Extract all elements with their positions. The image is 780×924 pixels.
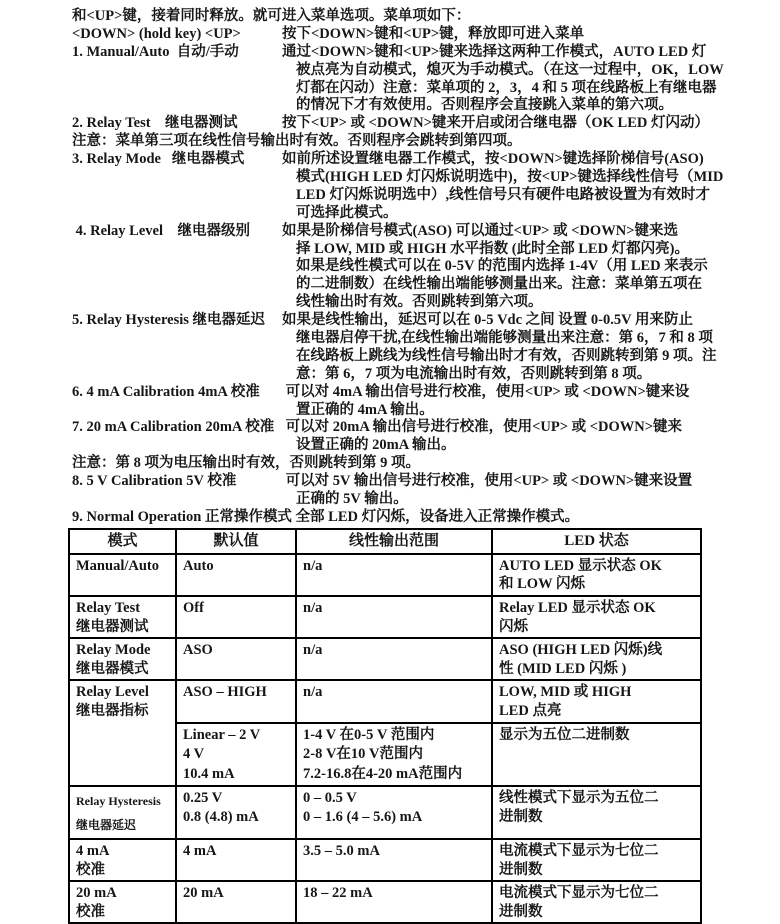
text-line (72, 44, 770, 62)
table-cell: 0.25 V 0.8 (4.8) mA (176, 786, 296, 839)
table-cell: Relay Mode 继电器模式 (69, 638, 176, 680)
text-line: 择 LOW, MID 或 HIGH 水平指数 (此时全部 LED 灯都闪亮)。 (296, 240, 689, 257)
table-cell: 0 – 0.5 V 0 – 1.6 (4 – 5.6) mA (296, 786, 492, 839)
item-label: 注意：第 8 项为电压输出时有效， (72, 455, 290, 472)
text-line: LED 灯闪烁说明选中）,线性信号只有硬件电路被设置为有效时才 (296, 186, 711, 203)
table-cell: 电流模式下显示为七位二 进制数 (492, 839, 701, 881)
column-header-led-status: LED 状态 (492, 529, 701, 554)
text-line (72, 455, 770, 473)
text-line (72, 384, 770, 402)
column-header-mode: 模式 (69, 529, 176, 554)
item-description: 按下<DOWN>键和<UP>键，释放即可进入菜单 (282, 25, 585, 42)
table-cell: 1-4 V 在0-5 V 范围内 2-8 V在10 V范围内 7.2-16.8在4-20 mA范围内 (296, 723, 492, 787)
item-description: 如果是线性输出，延迟可以在 0-5 Vdc 之间 设置 0-0.5V 用来防止 (282, 312, 693, 329)
table-cell: 4 mA (176, 839, 296, 881)
text-line: 线性输出时有效。否则跳转到第六项。 (296, 294, 543, 311)
table-row (69, 554, 701, 596)
item-description: 如果是阶梯信号模式(ASO) 可以通过<UP> 或 <DOWN>键来选 (282, 222, 678, 239)
table-cell: ASO – HIGH (176, 680, 296, 722)
text-line (72, 151, 770, 169)
table-cell: Linear – 2 V 4 V 10.4 mA (176, 723, 296, 787)
settings-table (68, 528, 702, 924)
text-line: 9. Normal Operation 正常操作模式 全部 LED 灯闪烁，设备进入正常操作模式。 (72, 508, 580, 525)
table-cell: 3.5 – 5.0 mA (296, 839, 492, 881)
table-header-row (69, 529, 701, 554)
table-cell: 显示为五位二进制数 (492, 723, 701, 787)
item-label: 4. Relay Level 继电器级别 (72, 222, 251, 239)
text-line: 的情况下才有效使用。否则程序会直接跳入菜单的第六项。 (296, 97, 673, 114)
text-line: 如果是线性模式可以在 0-5V 的范围内选择 1-4V（用 LED 来表示 (296, 258, 708, 275)
item-description: 可以对 20mA 输出信号进行校准，使用<UP> 或 <DOWN>键来 (282, 419, 682, 436)
item-label: 6. 4 mA Calibration 4mA 校准 (72, 383, 260, 400)
item-label: 2. Relay Test 继电器测试 (72, 115, 238, 132)
table-cell: ASO (HIGH LED 闪烁)线 性 (MID LED 闪烁 ) (492, 638, 701, 680)
table-cell: LOW, MID 或 HIGH LED 点亮 (492, 680, 701, 722)
text-line: 正确的 5V 输出。 (296, 491, 408, 508)
item-label: <DOWN> (hold key) <UP> (72, 25, 241, 42)
table-row (69, 680, 701, 722)
table-cell: 4 mA 校准 (69, 839, 176, 881)
item-label: 5. Relay Hysteresis 继电器延迟 (72, 312, 266, 329)
item-description: 可以对 5V 输出信号进行校准，使用<UP> 或 <DOWN>键来设置 (282, 473, 693, 490)
table-row (69, 596, 701, 638)
table-cell: Auto (176, 554, 296, 596)
text-line (72, 473, 770, 491)
table-cell: n/a (296, 554, 492, 596)
item-label: 3. Relay Mode 继电器模式 (72, 151, 245, 168)
text-line: 灯都在闪动）注意：菜单项的 2，3，4 和 5 项在线路板上有继电器 (296, 79, 717, 96)
table-row (69, 786, 701, 839)
table-cell: Relay Test 继电器测试 (69, 596, 176, 638)
text-line: 在线路板上跳线为线性信号输出时才有效，否则跳转到第 9 项。注 (296, 347, 717, 364)
table-cell: 20 mA 校准 (69, 881, 176, 923)
item-label: 8. 5 V Calibration 5V 校准 (72, 473, 237, 490)
item-label: 7. 20 mA Calibration 20mA 校准 (72, 419, 275, 436)
table-cell: Off (176, 596, 296, 638)
table-cell: Relay Level 继电器指标 (69, 680, 176, 786)
table-cell: 电流模式下显示为七位二 进制数 (492, 881, 701, 923)
table-cell: Relay Hysteresis 继电器延迟 (69, 786, 176, 839)
text-line: 可选择此模式。 (296, 204, 398, 221)
text-line (72, 26, 770, 44)
text-line (72, 223, 770, 241)
table-row (69, 881, 701, 923)
table-cell: Relay LED 显示状态 OK 闪烁 (492, 596, 701, 638)
item-description: 否则跳转到第 9 项。 (289, 455, 420, 472)
item-description: 按下<UP> 或 <DOWN>键来开启或闭合继电器（OK LED 灯闪动） (282, 115, 709, 132)
column-header-default: 默认值 (176, 529, 296, 554)
item-description: 通过<DOWN>键和<UP>键来选择这两种工作模式，AUTO LED 灯 (282, 43, 707, 60)
text-line: 意：第 6，7 项为电流输出时有效，否则跳转到第 8 项。 (296, 365, 652, 382)
text-line (72, 115, 770, 133)
text-line: 和<UP>键，接着同时释放。就可进入菜单选项。菜单项如下： (72, 8, 471, 24)
text-line: 注意：菜单第三项在线性信号输出时有效。否则程序会跳转到第四项。 (72, 133, 522, 150)
item-description: 可以对 4mA 输出信号进行校准，使用<UP> 或 <DOWN>键来设 (282, 383, 690, 400)
table-cell: ASO (176, 638, 296, 680)
text-line: 设置正确的 20mA 输出。 (296, 437, 456, 454)
table-row (69, 839, 701, 881)
table-cell: 18 – 22 mA (296, 881, 492, 923)
item-description: 如前所述设置继电器工作模式，按<DOWN>键选择阶梯信号(ASO) (282, 151, 704, 168)
text-line: 继电器启停干扰,在线性输出端能够测量出来注意：第 6，7 和 8 项 (296, 330, 713, 347)
table-cell: AUTO LED 显示状态 OK 和 LOW 闪烁 (492, 554, 701, 596)
table-cell: n/a (296, 680, 492, 722)
menu-instructions (72, 8, 770, 527)
column-header-linear-output-range: 线性输出范围 (296, 529, 492, 554)
text-line (72, 419, 770, 437)
text-line: 模式(HIGH LED 灯闪烁说明选中)，按<UP>键选择线性信号（MID (296, 169, 724, 186)
text-line: 的二进制数）在线性输出端能够测量出来。注意：菜单第五项在 (296, 276, 702, 293)
table-cell: 20 mA (176, 881, 296, 923)
table-cell: 线性模式下显示为五位二 进制数 (492, 786, 701, 839)
table-cell: Manual/Auto (69, 554, 176, 596)
item-label: 1. Manual/Auto 自动/手动 (72, 43, 239, 60)
text-line: 置正确的 4mA 输出。 (296, 401, 434, 418)
text-line: 被点亮为自动模式，熄灭为手动模式。（在这一过程中，OK，LOW (296, 61, 724, 78)
table-cell: n/a (296, 638, 492, 680)
table-row (69, 638, 701, 680)
text-line (72, 312, 770, 330)
table-cell: n/a (296, 596, 492, 638)
